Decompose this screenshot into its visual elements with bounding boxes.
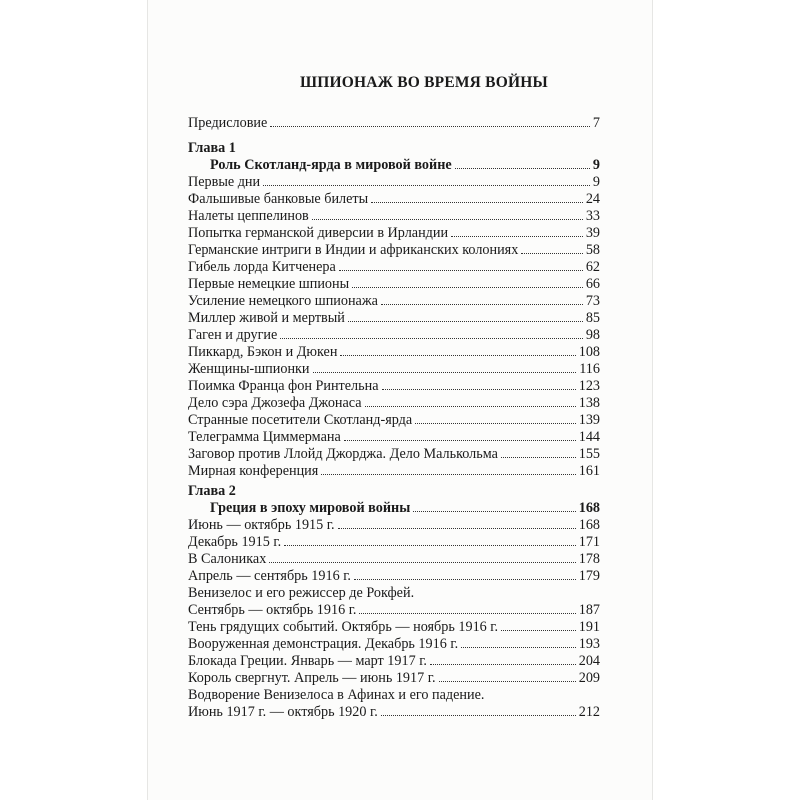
toc-entry xyxy=(188,446,600,463)
dot-leader xyxy=(501,619,576,631)
chapter-2-heading xyxy=(188,500,600,517)
toc-entry xyxy=(188,551,600,568)
toc-entry-title: Роль Скотланд-ярда в мировой войне xyxy=(210,157,452,173)
chapter-2-label: Глава 2 xyxy=(188,483,236,499)
toc-entry-page: 39 xyxy=(585,225,600,241)
dot-leader xyxy=(382,378,576,390)
toc-entry-page: 138 xyxy=(578,395,600,411)
toc-entry-page: 139 xyxy=(578,412,600,428)
toc-entry xyxy=(188,191,600,208)
toc-entry xyxy=(188,378,600,395)
toc-entry-page: 62 xyxy=(585,259,600,275)
toc-entry xyxy=(188,602,600,619)
toc-entry-page: 66 xyxy=(585,276,600,292)
toc-entry xyxy=(188,429,600,446)
toc-entry-page: 168 xyxy=(578,500,600,516)
toc-entry-page: 123 xyxy=(578,378,600,394)
toc-entry-title: Тень грядущих событий. Октябрь — ноябрь 1916 г. xyxy=(188,619,499,635)
dot-leader xyxy=(263,174,590,186)
toc-entry xyxy=(188,361,600,378)
dot-leader xyxy=(354,568,576,580)
toc-entry xyxy=(188,463,600,480)
dot-leader xyxy=(352,276,583,288)
dot-leader xyxy=(381,293,583,305)
toc-entry-title: Предисловие xyxy=(188,115,268,131)
toc-entry-page: 168 xyxy=(578,517,600,533)
toc-entry xyxy=(188,568,600,585)
chapter-1-label: Глава 1 xyxy=(188,140,236,156)
toc-entry-title: Пиккард, Бэкон и Дюкен xyxy=(188,344,338,360)
toc-entry-title: Июнь — октябрь 1915 г. xyxy=(188,517,335,533)
toc-entry xyxy=(188,534,600,551)
toc-entry-title: Сентябрь — октябрь 1916 г. xyxy=(188,602,357,618)
toc-entry xyxy=(188,327,600,344)
toc-entry-page: 178 xyxy=(578,551,600,567)
toc-entry-page: 193 xyxy=(578,636,600,652)
toc-entry-title: Вооруженная демонстрация. Декабрь 1916 г. xyxy=(188,636,459,652)
toc-entry-title: Телеграмма Циммермана xyxy=(188,429,341,445)
dot-leader xyxy=(280,327,583,339)
dot-leader xyxy=(365,395,576,407)
dot-leader xyxy=(338,517,576,529)
toc-entry-page: 204 xyxy=(578,653,600,669)
toc-entry-page: 7 xyxy=(592,115,600,131)
toc-entry xyxy=(188,174,600,191)
page-title: ШПИОНАЖ ВО ВРЕМЯ ВОЙНЫ xyxy=(300,74,548,91)
toc-entry-page: 155 xyxy=(578,446,600,462)
toc-entry-page: 209 xyxy=(578,670,600,686)
toc-entry xyxy=(188,704,600,721)
toc-entry-page: 98 xyxy=(585,327,600,343)
toc-entry xyxy=(188,412,600,429)
toc-entry xyxy=(188,259,600,276)
dot-leader xyxy=(461,636,576,648)
toc-entry-title: Гаген и другие xyxy=(188,327,278,343)
dot-leader xyxy=(451,225,583,237)
toc-entry-title-line: Водворение Венизелоса в Афинах и его падение. xyxy=(188,687,485,703)
dot-leader xyxy=(415,412,576,424)
toc-entry-title: Германские интриги в Индии и африканских колониях xyxy=(188,242,519,258)
dot-leader xyxy=(339,259,583,271)
toc-entry-title: Первые дни xyxy=(188,174,261,190)
toc-entry-page: 24 xyxy=(585,191,600,207)
toc-entry xyxy=(188,517,600,534)
toc-entry xyxy=(188,670,600,687)
toc-entry-page: 161 xyxy=(578,463,600,479)
dot-leader xyxy=(284,534,576,546)
toc-entry-page: 33 xyxy=(585,208,600,224)
toc-entry xyxy=(188,276,600,293)
toc-entry-title: Декабрь 1915 г. xyxy=(188,534,282,550)
toc-entry-title: Странные посетители Скотланд-ярда xyxy=(188,412,413,428)
toc-entry-title: Блокада Греции. Январь — март 1917 г. xyxy=(188,653,427,669)
toc-entry-page: 212 xyxy=(578,704,600,720)
toc-entry-page: 144 xyxy=(578,429,600,445)
dot-leader xyxy=(455,157,590,169)
toc-entry-title: Миллер живой и мертвый xyxy=(188,310,345,326)
toc-entry xyxy=(188,619,600,636)
dot-leader xyxy=(381,704,576,716)
toc-entry-page: 9 xyxy=(592,157,600,173)
toc-entry-title: Первые немецкие шпионы xyxy=(188,276,350,292)
dot-leader xyxy=(371,191,583,203)
dot-leader xyxy=(269,551,575,563)
toc-entry xyxy=(188,242,600,259)
toc-entry-title: Июнь 1917 г. — октябрь 1920 г. xyxy=(188,704,378,720)
toc-entry-title: Апрель — сентябрь 1916 г. xyxy=(188,568,351,584)
dot-leader xyxy=(313,361,577,373)
toc-entry-title-line: Венизелос и его режиссер де Рокфей. xyxy=(188,585,415,601)
toc-entry-page: 116 xyxy=(579,361,600,377)
toc-entry xyxy=(188,636,600,653)
toc-entry-title: Мирная конференция xyxy=(188,463,319,479)
dot-leader xyxy=(430,653,576,665)
toc-entry xyxy=(188,208,600,225)
dot-leader xyxy=(501,446,576,458)
toc-entry xyxy=(188,225,600,242)
toc-entry-title: Греция в эпоху мировой войны xyxy=(210,500,411,516)
toc-entry-page: 179 xyxy=(578,568,600,584)
toc-entry-page: 73 xyxy=(585,293,600,309)
dot-leader xyxy=(344,429,576,441)
toc-entry-title: Усиление немецкого шпионажа xyxy=(188,293,378,309)
toc-entry xyxy=(188,395,600,412)
toc-entry xyxy=(188,310,600,327)
toc-entry-page: 108 xyxy=(578,344,600,360)
toc-entry-page: 9 xyxy=(592,174,600,190)
dot-leader xyxy=(321,463,575,475)
toc-entry-title: Фальшивые банковые билеты xyxy=(188,191,369,207)
dot-leader xyxy=(413,500,575,512)
toc-entry-title: Попытка германской диверсии в Ирландии xyxy=(188,225,449,241)
dot-leader xyxy=(359,602,575,614)
dot-leader xyxy=(348,310,583,322)
dot-leader xyxy=(521,242,583,254)
toc-entry xyxy=(188,293,600,310)
dot-leader xyxy=(340,344,575,356)
toc-entry-page: 171 xyxy=(578,534,600,550)
dot-leader xyxy=(270,115,590,127)
toc-entry-title: Король свергнут. Апрель — июнь 1917 г. xyxy=(188,670,436,686)
toc-entry-preface xyxy=(188,115,600,132)
toc-entry xyxy=(188,344,600,361)
toc-entry-title: Налеты цеппелинов xyxy=(188,208,309,224)
toc-entry xyxy=(188,653,600,670)
toc-entry-title: Женщины-шпионки xyxy=(188,361,310,377)
dot-leader xyxy=(312,208,583,220)
toc-entry-title: Дело сэра Джозефа Джонаса xyxy=(188,395,362,411)
toc-entry-page: 85 xyxy=(585,310,600,326)
toc-entry-page: 191 xyxy=(578,619,600,635)
toc-entry-page: 58 xyxy=(585,242,600,258)
toc-entry-title: Заговор против Ллойд Джорджа. Дело Малькольма xyxy=(188,446,498,462)
chapter-1-heading xyxy=(188,157,600,174)
toc-entry-page: 187 xyxy=(578,602,600,618)
toc-entry-title: В Салониках xyxy=(188,551,267,567)
toc-entry-title: Поимка Франца фон Ринтельна xyxy=(188,378,379,394)
dot-leader xyxy=(439,670,576,682)
toc-entry-title: Гибель лорда Китченера xyxy=(188,259,336,275)
